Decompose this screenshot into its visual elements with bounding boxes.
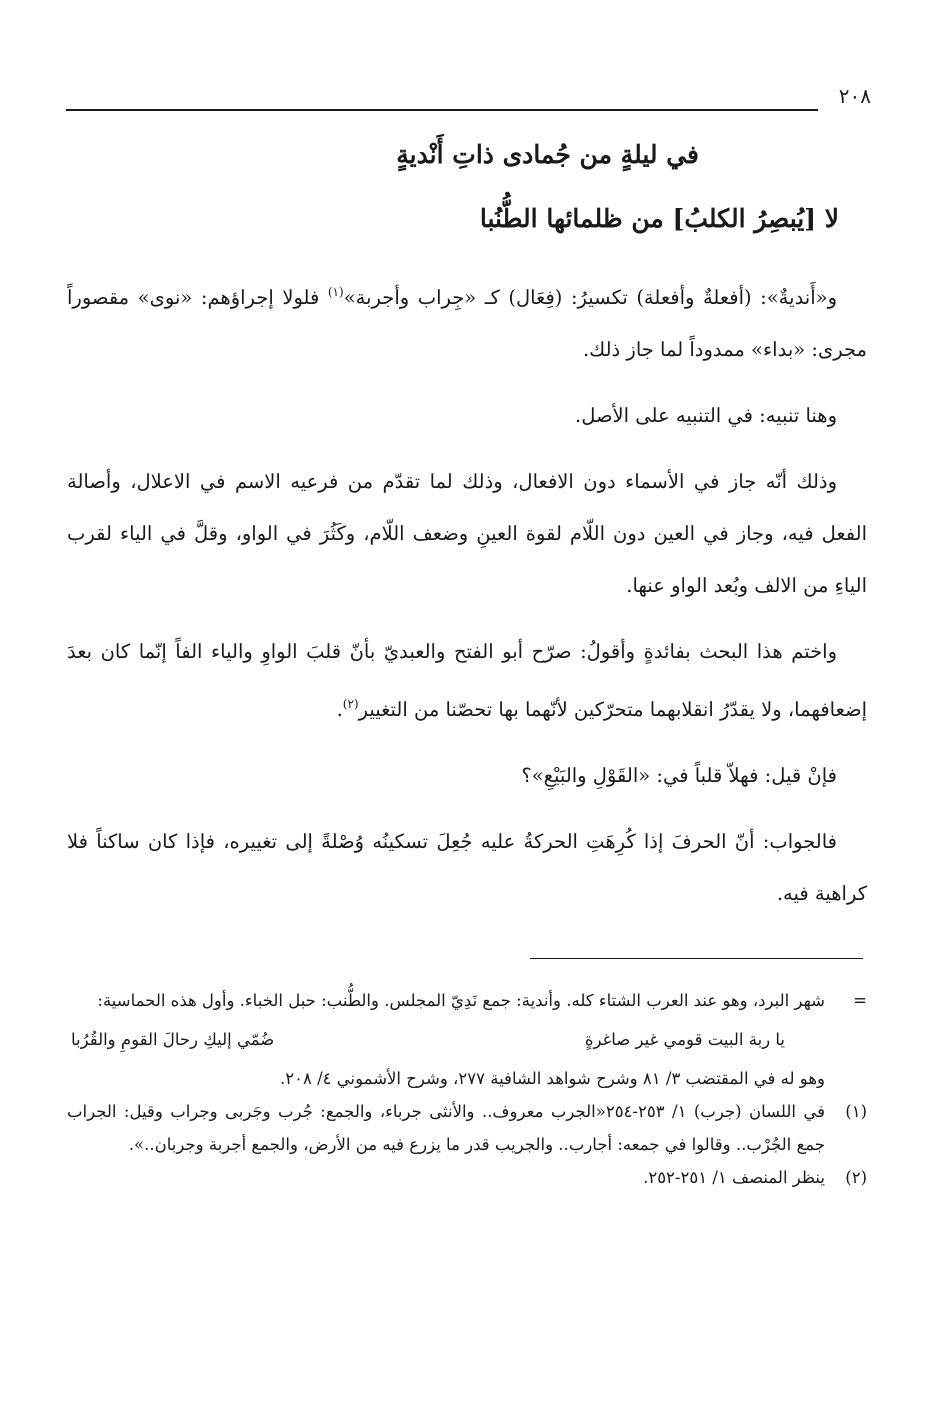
- paragraph-5-text: فإنْ قيل: فهلاّ قلباً في: «القَوْلِ والبَيْعِ»؟: [521, 764, 837, 787]
- footnote-2-marker: (٢): [845, 1168, 867, 1187]
- continuation-marker: =: [853, 991, 867, 1010]
- paragraph-1-tail: فلولا إجراؤهم: «نوى» مقصوراً مجرى: «بداء» ممدوداً لما جاز ذلك.: [67, 286, 867, 361]
- paragraph-3-text: وذلك أنّه جاز في الأسماء دون الافعال، وذلك لما تقدّم من فرعيه الاسم في الاعلال، وأصالة الفعل فيه، وجاز في العين دون اللّام لقوة العينِ وضعف اللّام، وكَثُرَ في الواو، وقلَّ في الياء لقرب الياءِ من الالف وبُعد الواو عنها.: [67, 470, 867, 597]
- header-rule: [66, 109, 818, 111]
- footnote-verse-right: يا ربة البيت قومي غير صاغرةٍ: [584, 1030, 785, 1049]
- page-number: ٢٠٨: [838, 84, 871, 108]
- footnote-1-marker: (١): [845, 1102, 867, 1121]
- paragraph-3: [67, 456, 867, 612]
- paragraph-4-text: واختم هذا البحث بفائدةٍ وأقولُ: صرّح أبو الفتح والعبديّ بأنّ قلبَ الواوِ والياء الفاً إنّما كان بعدَ إضعافهما، ولا يقدّرُ انقلابهما متحرّكين لأنّهما بها تحصّنا من التغيير: [67, 640, 867, 721]
- paragraph-4: [67, 626, 867, 736]
- footnote-verse-left: ضُمّي إليكِ رحالَ القومِ والقُرُبا: [71, 1030, 275, 1049]
- paragraph-1: [67, 266, 867, 376]
- paragraph-2: [67, 390, 867, 442]
- footnote-verse: [67, 1017, 867, 1062]
- footnote-1-text: في اللسان (جرب) ١/ ٢٥٣-٢٥٤«الجرب معروف.. والأنثى جرباء، والجمع: جُرب وجَربى وجراب وقيل: الجراب جمع الجُرْب.. وقالوا في جمعه: أجارب.. والجريب قدر ما يزرع فيه من الأرض، والجمع أجربة وجربان..».: [67, 1102, 825, 1154]
- paragraph-5: [67, 750, 867, 802]
- paragraph-2-text: وهنا تنبيه: في التنبيه على الأصل.: [575, 404, 837, 427]
- verse-line-2: لا [يُبصِرُ الكلبُ] من ظلمائها الطُّنُبا: [479, 204, 839, 233]
- footnote-source: وهو له في المقتضب ٣/ ٨١ وشرح شواهد الشافية ٢٧٧، وشرح الأشموني ٤/ ٢٠٨.: [280, 1069, 825, 1088]
- footnotes-section: [67, 984, 867, 1194]
- footnote-2: [67, 1161, 867, 1194]
- paragraph-6-text: فالجواب: أنّ الحرفَ إذا كُرِهَتِ الحركةُ عليه جُعِلَ تسكينُه وُصْلةً إلى تغييره، فإذا كان ساكناً فلا كراهية فيه.: [67, 830, 867, 905]
- paragraph-6: [67, 816, 867, 920]
- footnote-ref-1: (١): [327, 285, 344, 299]
- paragraph-1-text: و«أَنديةٌ»: (أفعلةٌ وأفعلة) تكسيرُ: (فِعَال) كـ «جِراب وأجربة»: [343, 286, 837, 309]
- footnote-continuation: [67, 984, 867, 1017]
- footnote-ref-2: (٢): [342, 697, 359, 711]
- paragraph-4-tail: .: [336, 698, 343, 721]
- continuation-text: شهر البرد، وهو عند العرب الشتاء كله. وأندية: جمع نَدِيّ المجلس. والطُّنب: حبل الخباء. وأول هذه الحماسية:: [97, 991, 825, 1010]
- footnote-separator: [530, 958, 863, 959]
- footnote-1: [67, 1095, 867, 1161]
- verse-line-1: في ليلةٍ من جُمادى ذاتِ أَنْديةٍ: [396, 140, 699, 169]
- main-text: [67, 266, 867, 934]
- footnote-2-text: ينظر المنصف ١/ ٢٥١-٢٥٢.: [643, 1168, 825, 1187]
